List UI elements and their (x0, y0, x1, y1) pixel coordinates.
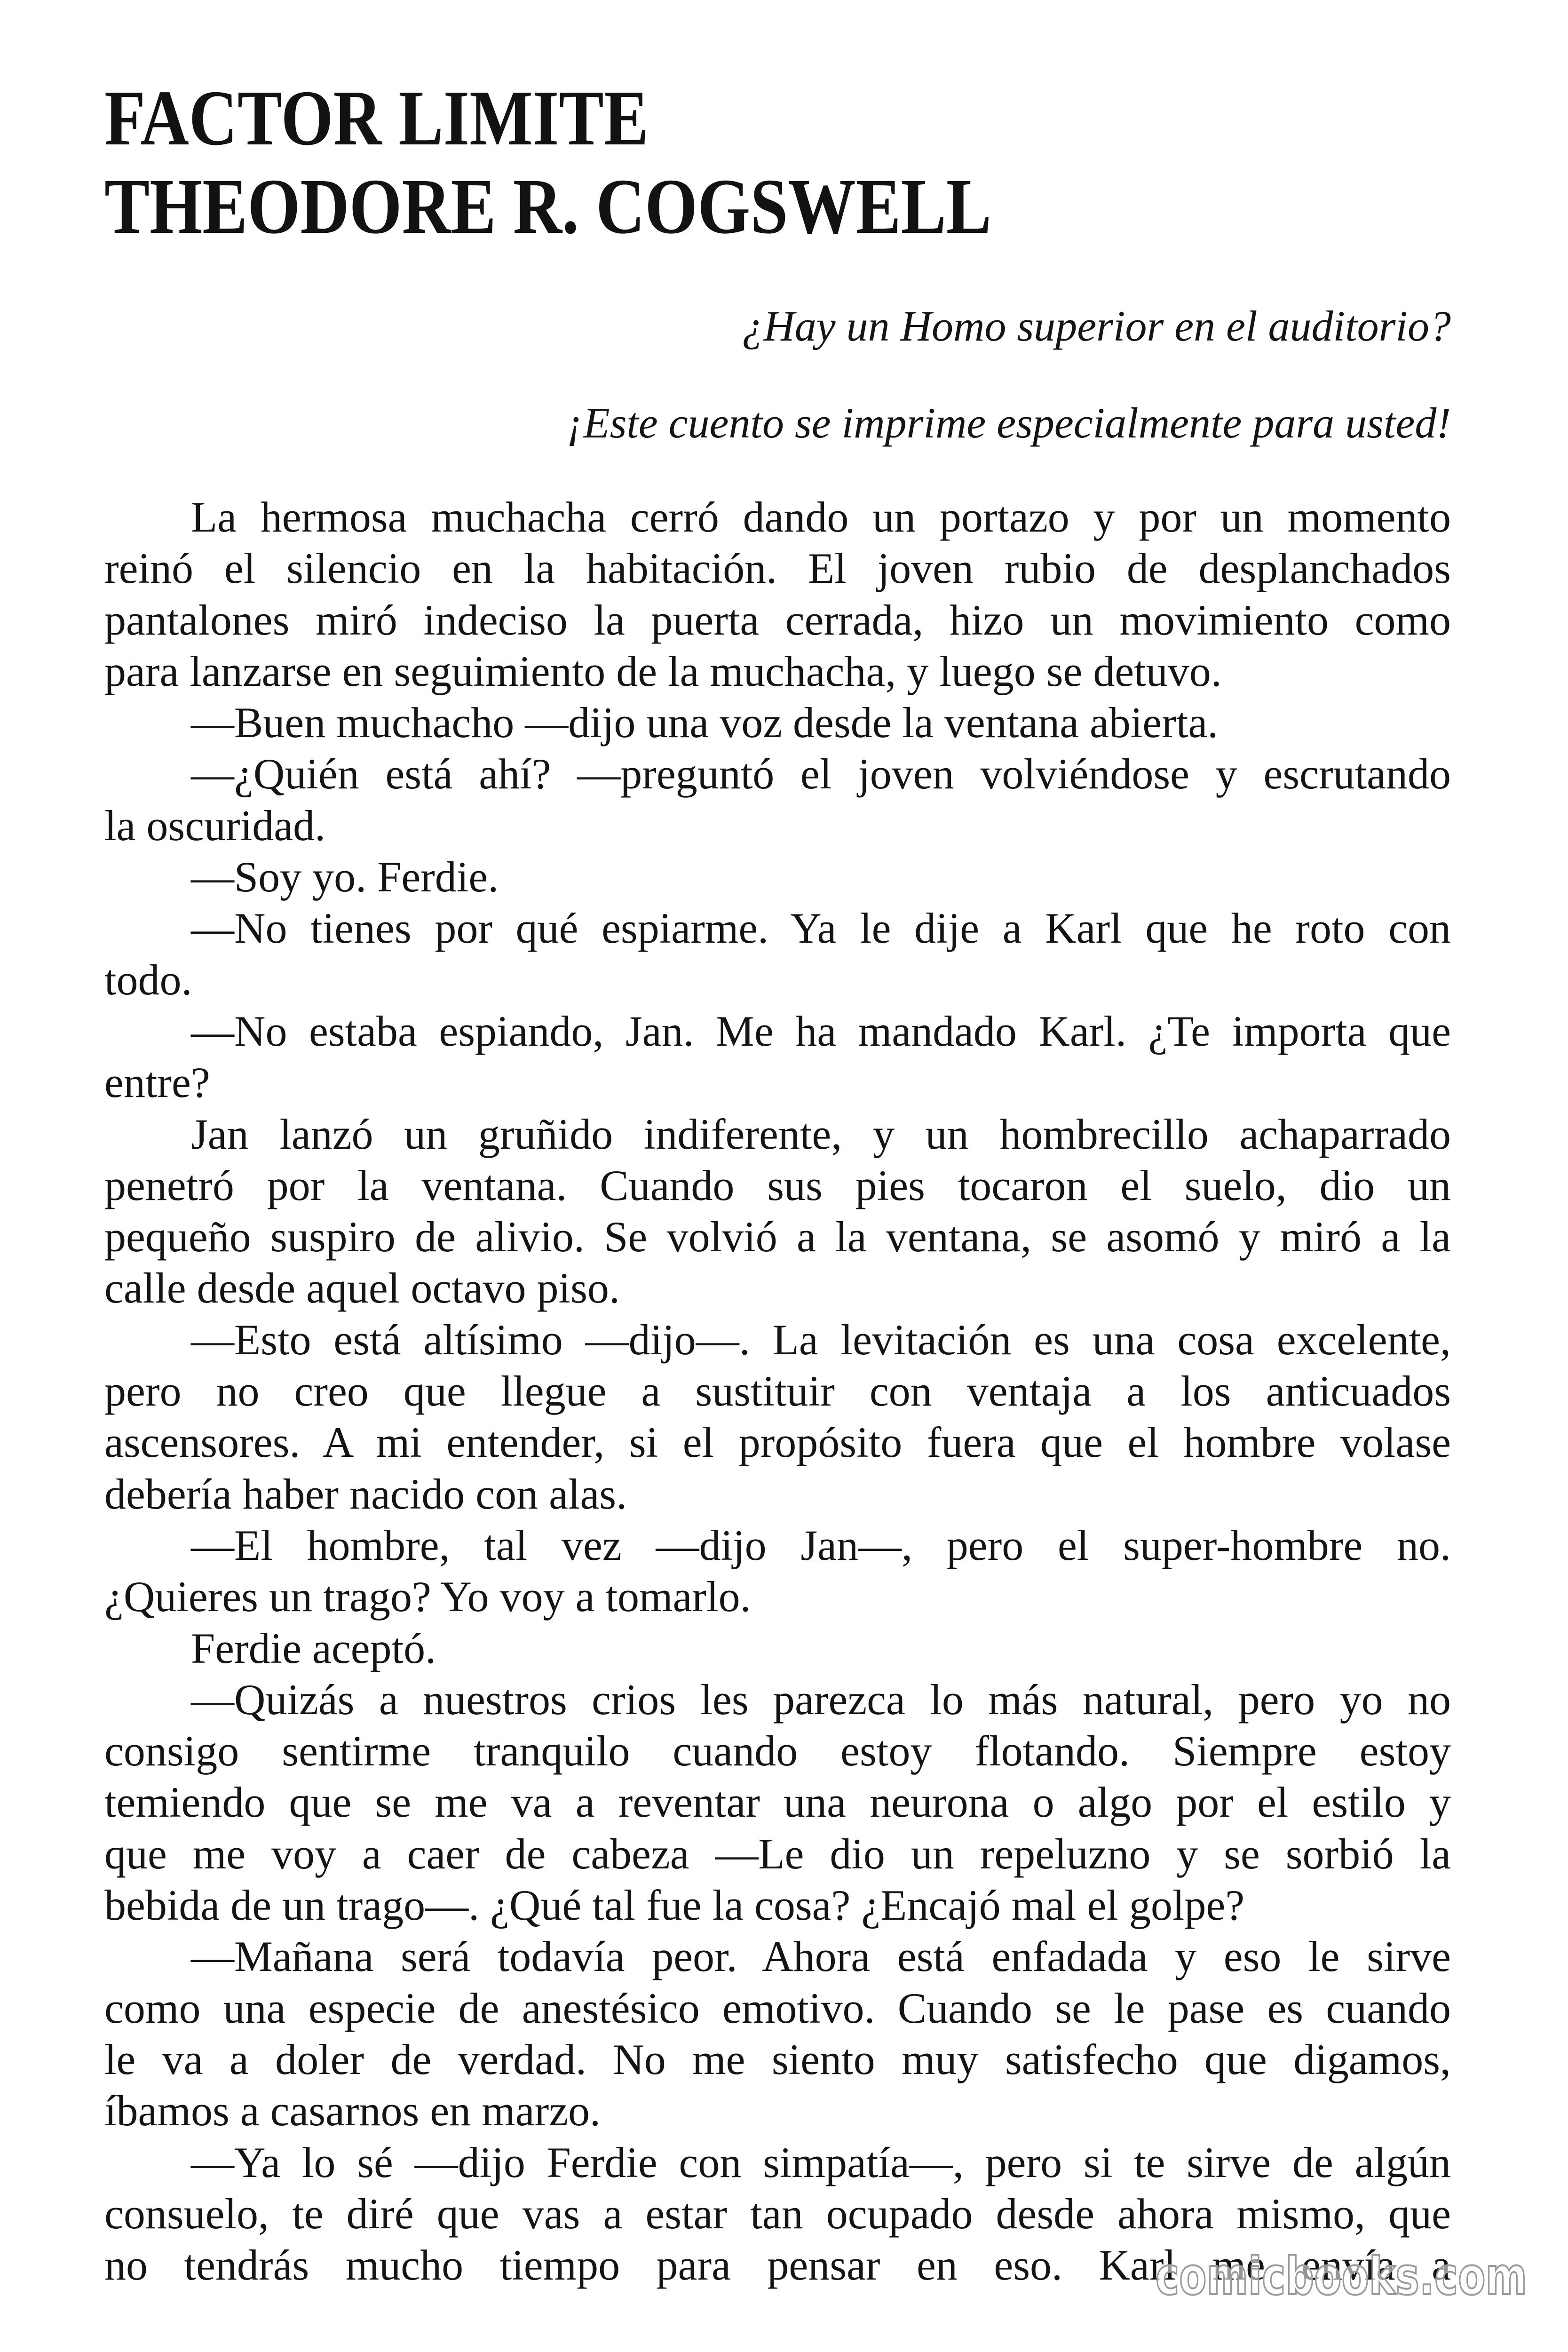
text-line: —Quizás a nuestros crios les parezca lo más natural, pero yo no (191, 1675, 1451, 1724)
text-line: para lanzarse en seguimiento de la muchacha, y luego se detuvo. (104, 647, 1222, 695)
text-line: ¿Quieres un trago? Yo voy a tomarlo. (104, 1573, 751, 1621)
watermark-logo (1129, 2230, 1552, 2324)
author-name: THEODORE R. COGSWELL (104, 163, 991, 250)
text-line: calle desde aquel octavo piso. (104, 1264, 620, 1312)
epigraph-line: ¿Hay un Homo superior en el auditorio? (742, 302, 1451, 350)
text-line: entre? (104, 1058, 210, 1107)
paragraph (104, 1520, 1451, 1623)
text-line: que me voy a caer de cabeza —Le dio un repeluzno y se sorbió la (104, 1829, 1451, 1878)
text-line: pero no creo que llegue a sustituir con ventaja a los anticuados (104, 1367, 1451, 1415)
paragraph (104, 1931, 1451, 2137)
text-line: la oscuridad. (104, 801, 326, 850)
text-line: no tendrás mucho tiempo para pensar en eso. Karl me envía a (104, 2241, 1451, 2289)
chapter-heading (0, 0, 1568, 263)
paragraph (104, 1314, 1451, 1520)
watermark-text: comicbooks.com (1156, 2246, 1527, 2306)
text-line: le va a doler de verdad. No me siento muy satisfecho que digamos, (104, 2035, 1451, 2083)
text-line: —Ya lo sé —dijo Ferdie con simpatía—, pero si te sirve de algún (191, 2138, 1451, 2186)
paragraph (104, 1109, 1451, 1314)
text-line: reinó el silencio en la habitación. El joven rubio de desplanchados (104, 544, 1451, 593)
text-line: debería haber nacido con alas. (104, 1470, 627, 1518)
text-line: pequeño suspiro de alivio. Se volvió a la ventana, se asomó y miró a la (104, 1213, 1451, 1261)
text-line: —¿Quién está ahí? —preguntó el joven volviéndose y escrutando (191, 750, 1451, 798)
paragraph (104, 851, 1451, 903)
paragraph (104, 903, 1451, 1006)
text-line: Jan lanzó un gruñido indiferente, y un hombrecillo achaparrado (191, 1110, 1451, 1158)
epigraph-line: ¡Este cuento se imprime especialmente para usted! (566, 399, 1451, 447)
text-line: íbamos a casarnos en marzo. (104, 2087, 601, 2135)
paragraph (104, 748, 1451, 851)
paragraph (104, 1674, 1451, 1931)
text-line: —El hombre, tal vez —dijo Jan—, pero el super-hombre no. (191, 1521, 1451, 1569)
text-line: consuelo, te diré que vas a estar tan ocupado desde ahora mismo, que (104, 2189, 1451, 2238)
text-line: consigo sentirme tranquilo cuando estoy flotando. Siempre estoy (104, 1727, 1451, 1775)
story-title: FACTOR LIMITE (104, 74, 649, 162)
text-line: bebida de un trago—. ¿Qué tal fue la cosa? ¿Encajó mal el golpe? (104, 1881, 1245, 1930)
text-line: —No estaba espiando, Jan. Me ha mandado Karl. ¿Te importa que (191, 1007, 1451, 1055)
text-line: —No tienes por qué espiarme. Ya le dije a Karl que he roto con (191, 904, 1451, 953)
epigraph (104, 301, 1451, 494)
paragraph (104, 492, 1451, 697)
text-line: Ferdie aceptó. (191, 1624, 436, 1672)
paragraph (104, 1006, 1451, 1109)
text-line: penetró por la ventana. Cuando sus pies tocaron el suelo, dio un (104, 1161, 1451, 1209)
story-body (104, 492, 1451, 2291)
paragraph (104, 1623, 1451, 1674)
text-line: pantalones miró indeciso la puerta cerrada, hizo un movimiento como (104, 596, 1451, 644)
paragraph (104, 697, 1451, 748)
text-line: temiendo que se me va a reventar una neurona o algo por el estilo y (104, 1778, 1451, 1827)
text-line: —Esto está altísimo —dijo—. La levitación es una cosa excelente, (191, 1315, 1451, 1364)
text-line: —Soy yo. Ferdie. (191, 853, 499, 901)
text-line: ascensores. A mi entender, si el propósito fuera que el hombre volase (104, 1418, 1451, 1467)
text-line: todo. (104, 955, 192, 1004)
text-line: como una especie de anestésico emotivo. Cuando se le pase es cuando (104, 1984, 1451, 2032)
text-line: —Buen muchacho —dijo una voz desde la ventana abierta. (191, 699, 1219, 747)
text-line: La hermosa muchacha cerró dando un portazo y por un momento (191, 493, 1451, 541)
text-line: —Mañana será todavía peor. Ahora está enfadada y eso le sirve (191, 1932, 1451, 1981)
